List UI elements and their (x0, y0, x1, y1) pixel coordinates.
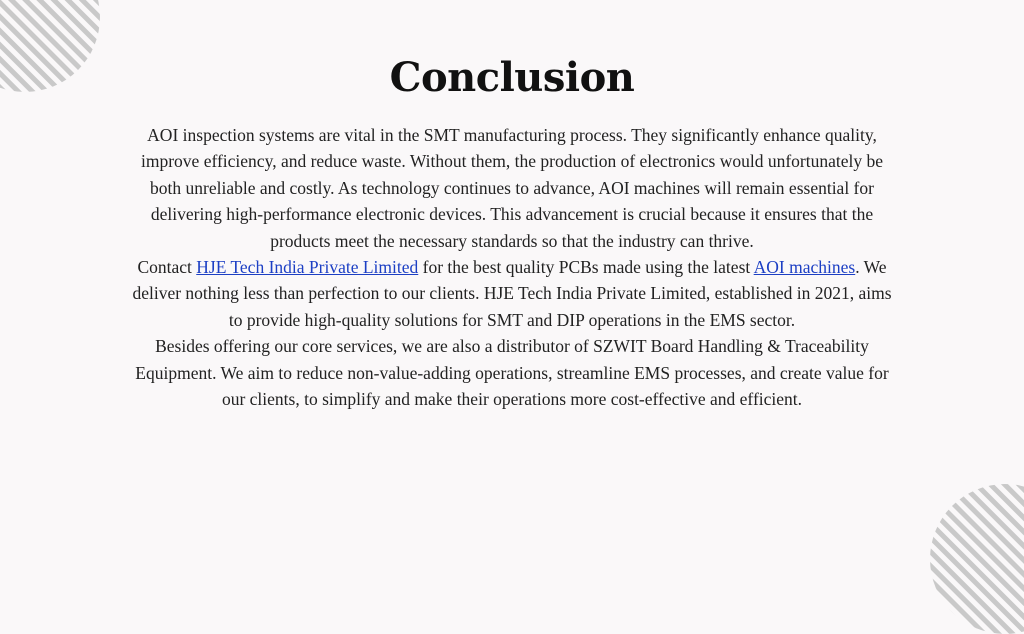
contact-text-intro: Contact (137, 257, 197, 278)
contact-text-rest: . We deliver nothing less than perfection to our clients. HJE Tech India Private Limited, established in 2021, aims to provide high-quality solutions for SMT and DIP operations in the EMS sector. (132, 257, 892, 330)
paragraph-aoi-importance: AOI inspection systems are vital in the SMT manufacturing process. They significantly enhance quality, improve efficiency, and reduce waste. Without them, the production of electronics would unfortunately be both unreliable and costly. As technology continues to advance, AOI machines will remain essential for delivering high-performance electronic devices. This advancement is crucial because it ensures that the products meet the necessary standards so that the industry can thrive. (141, 125, 883, 251)
paragraph-distributor: Besides offering our core services, we are also a distributor of SZWIT Board Handling & Traceability Equipment. We aim to reduce non-value-adding operations, streamline EMS processes, and create value for our clients, to simplify and make their operations more cost-effective and efficient. (135, 336, 889, 410)
slide-title: Conclusion (389, 54, 635, 101)
aoi-machines-link[interactable]: AOI machines (753, 257, 856, 278)
paragraph-contact (128, 254, 896, 333)
hje-tech-link[interactable]: HJE Tech India Private Limited (196, 257, 419, 278)
striped-circle-decoration-bottom-right (930, 484, 1024, 634)
contact-text-middle: for the best quality PCBs made using the latest (418, 257, 754, 278)
slide-body (128, 122, 896, 412)
